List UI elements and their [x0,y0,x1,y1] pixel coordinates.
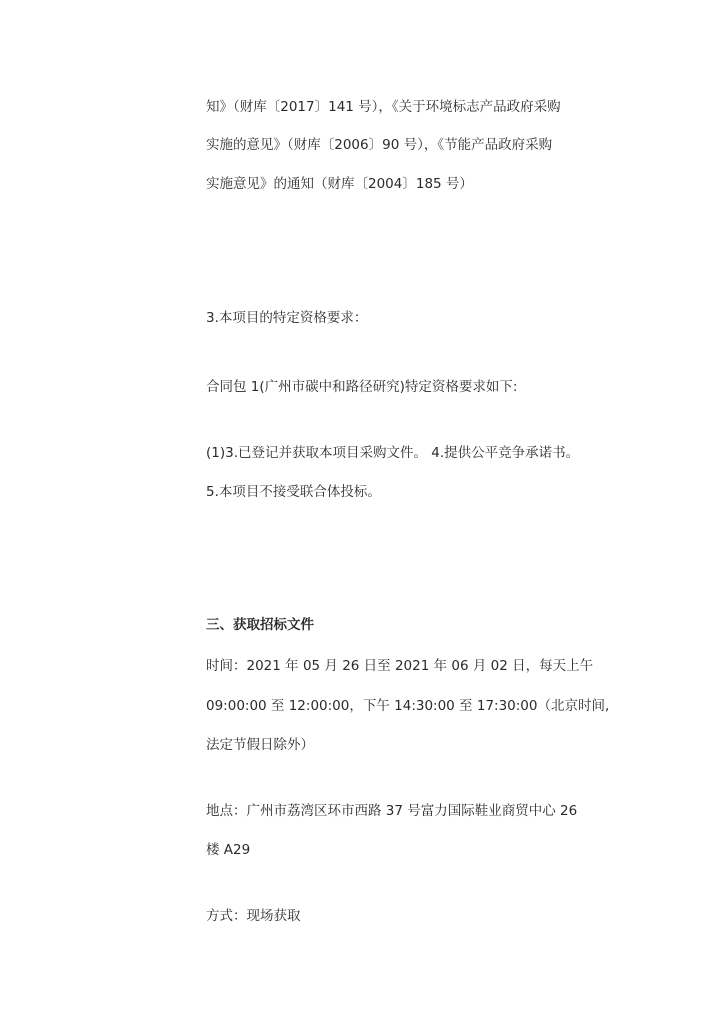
qualification-item-1: (1)3.已登记并获取本项目采购文件。 4.提供公平竞争承诺书。 [206,445,580,461]
qualification-item-2: 5.本项目不接受联合体投标。 [206,484,381,500]
regulation-reference-line-3: 实施意见》的通知（财库〔2004〕185 号） [206,176,473,192]
location-line-1: 地点：广州市荔湾区环市西路 37 号富力国际鞋业商贸中心 26 [206,803,578,819]
regulation-reference-line-2: 实施的意见》（财库〔2006〕90 号），《节能产品政府采购 [206,137,553,153]
time-line-3: 法定节假日除外） [206,737,314,753]
contract-package-requirement: 合同包 1(广州市碳中和路径研究)特定资格要求如下: [206,379,518,395]
section-heading-obtain-bid-documents: 三、获取招标文件 [206,617,314,633]
time-line-2: 09:00:00 至 12:00:00，下午 14:30:00 至 17:30:00（北京时间, [206,698,610,714]
time-line-1: 时间：2021 年 05 月 26 日至 2021 年 06 月 02 日，每天上午 [206,658,594,674]
specific-qualification-heading: 3.本项目的特定资格要求： [206,310,368,326]
method-line: 方式：现场获取 [206,908,301,924]
regulation-reference-line-1: 知》（财库〔2017〕141 号），《关于环境标志产品政府采购 [206,99,561,115]
location-line-2: 楼 A29 [206,842,251,858]
